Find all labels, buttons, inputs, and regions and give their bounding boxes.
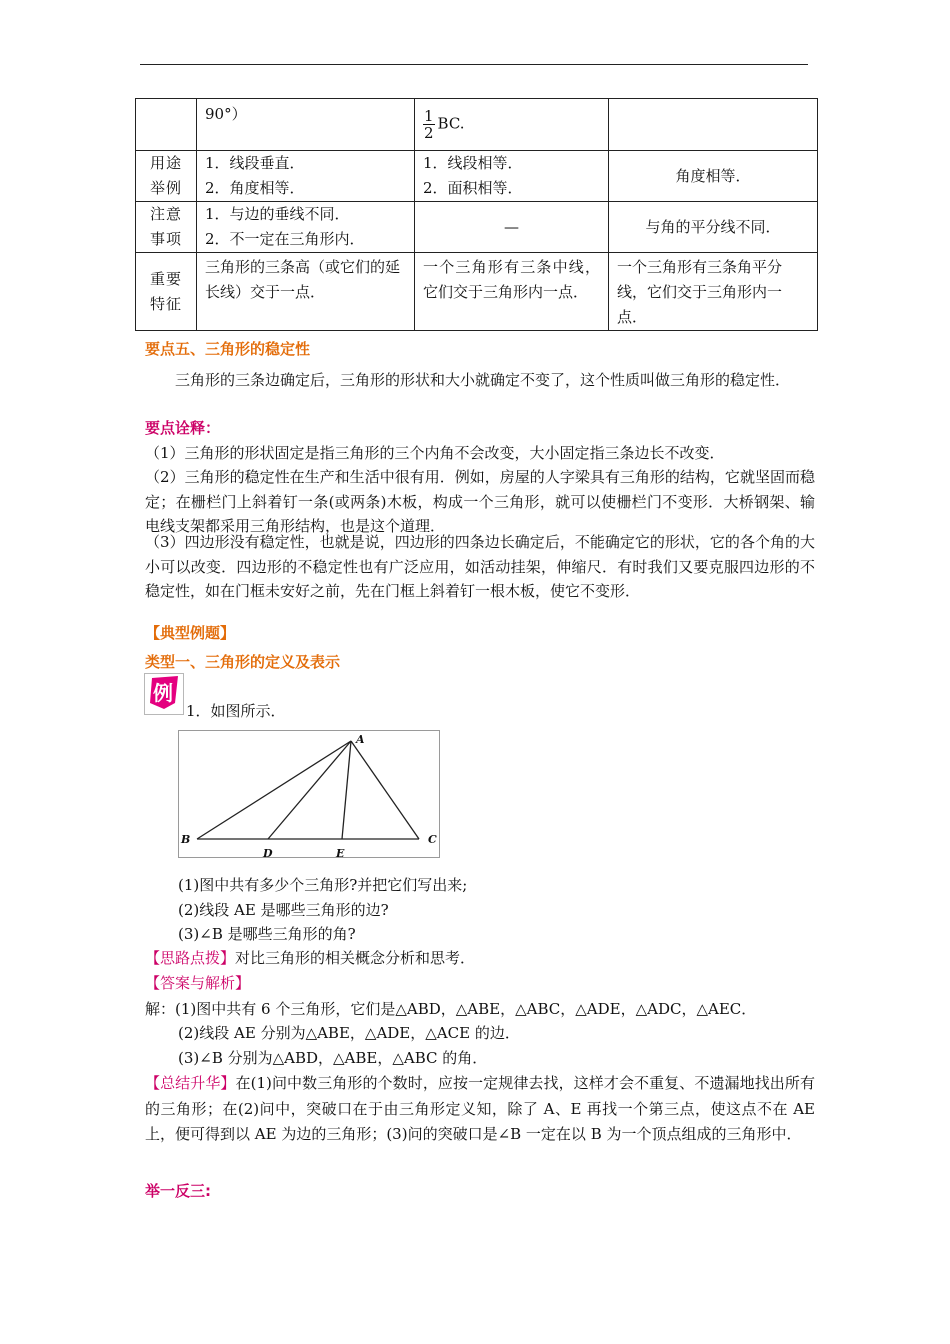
label-d: D [263, 847, 273, 859]
note-1: （1）三角形的形状固定是指三角形的三个内角不会改变，大小固定指三条边长不改变． [145, 444, 725, 462]
example-intro: 1．如图所示． [186, 702, 286, 720]
answer-3: (3)∠B 分别为△ABD，△ABE，△ABC 的角． [178, 1049, 488, 1067]
type-title: 类型一、三角形的定义及表示 [145, 653, 341, 671]
label-b: B [181, 833, 191, 846]
label-e: E [336, 847, 345, 859]
cell-angle-note: 90°） [197, 99, 415, 151]
label-a: A [356, 733, 365, 746]
svg-text:例: 例 [153, 681, 173, 705]
header-rule [140, 64, 808, 65]
row-header-features: 重要 特征 [136, 253, 197, 331]
answer-2: (2)线段 AE 分别为△ABE，△ADE，△ACE 的边． [178, 1024, 520, 1042]
triangle-diagram [178, 730, 440, 858]
hint: 【思路点拨】对比三角形的相关概念分析和思考． [145, 949, 476, 967]
row-header-usage: 用途 举例 [136, 151, 197, 202]
example-badge-icon [144, 673, 184, 715]
section-body: 三角形的三条边确定后，三角形的形状和大小就确定不变了，这个性质叫做三角形的稳定性． [175, 371, 791, 389]
examples-title: 【典型例题】 [145, 624, 236, 642]
table-row: 用途 举例 1．线段垂直． 2．角度相等． 1．线段相等． 2．面积相等． 角度相等． [136, 151, 818, 202]
answer-label: 【答案与解析】 [145, 974, 251, 992]
note-3: （3）四边形没有稳定性，也就是说，四边形的四条边长确定后，不能确定它的形状，它的各个角的大小可以改变．四边形的不稳定性也有广泛应用，如活动挂架，伸缩尺．有时我们又要克服四边形的不稳定性，如在门框未安好之前，先在门框上斜着钉一根木板，使它不变形． [145, 533, 815, 600]
question-1: (1)图中共有多少个三角形?并把它们写出来; [178, 876, 468, 894]
section-title: 要点五、三角形的稳定性 [145, 340, 311, 358]
cell-half-bc: $\frac{1}{2}$ BC. [415, 99, 609, 151]
property-table [135, 98, 818, 331]
fraction: $\frac{1}{2}$ [424, 107, 434, 142]
summary: 【总结升华】在(1)问中数三角形的个数时，应按一定规律去找，这样才会不重复、不遗漏地找出所有的三角形；在(2)问中，突破口在于由三角形定义知，除了 A、E 再找一个第三点，使这点不在 AE 上，便可得到以 AE 为边的三角形；(3)问的突破口是∠B 一定在以 B 为一个顶点组成的三角形中． [145, 1074, 815, 1143]
table-row: 注意 事项 1．与边的垂线不同． 2．不一定在三角形内． — 与角的平分线不同． [136, 202, 818, 253]
table-row: 重要 特征 三角形的三条高（或它们的延长线）交于一点． 一个三角形有三条中线，它们交于三角形内一点． 一个三角形有三条角平分线，它们交于三角形内一点． [136, 253, 818, 331]
notes-title: 要点诠释： [145, 419, 221, 437]
answer-1: 解：(1)图中共有 6 个三角形，它们是△ABD，△ABE，△ABC，△ADE，△ADC，△AEC． [145, 1000, 757, 1018]
question-2: (2)线段 AE 是哪些三角形的边? [178, 901, 389, 919]
question-3: (3)∠B 是哪些三角形的角? [178, 925, 356, 943]
label-c: C [428, 833, 437, 846]
note-2: （2）三角形的稳定性在生产和生活中很有用．例如，房屋的人字梁具有三角形的结构，它就坚固而稳定；在栅栏门上斜着钉一条(或两条)木板，构成一个三角形，就可以使栅栏门不变形．大桥钢架、输电线支架都采用三角形结构，也是这个道理． [145, 468, 815, 535]
table-row [136, 99, 818, 151]
row-header-notes: 注意 事项 [136, 202, 197, 253]
practice-title: 举一反三: [145, 1182, 211, 1200]
